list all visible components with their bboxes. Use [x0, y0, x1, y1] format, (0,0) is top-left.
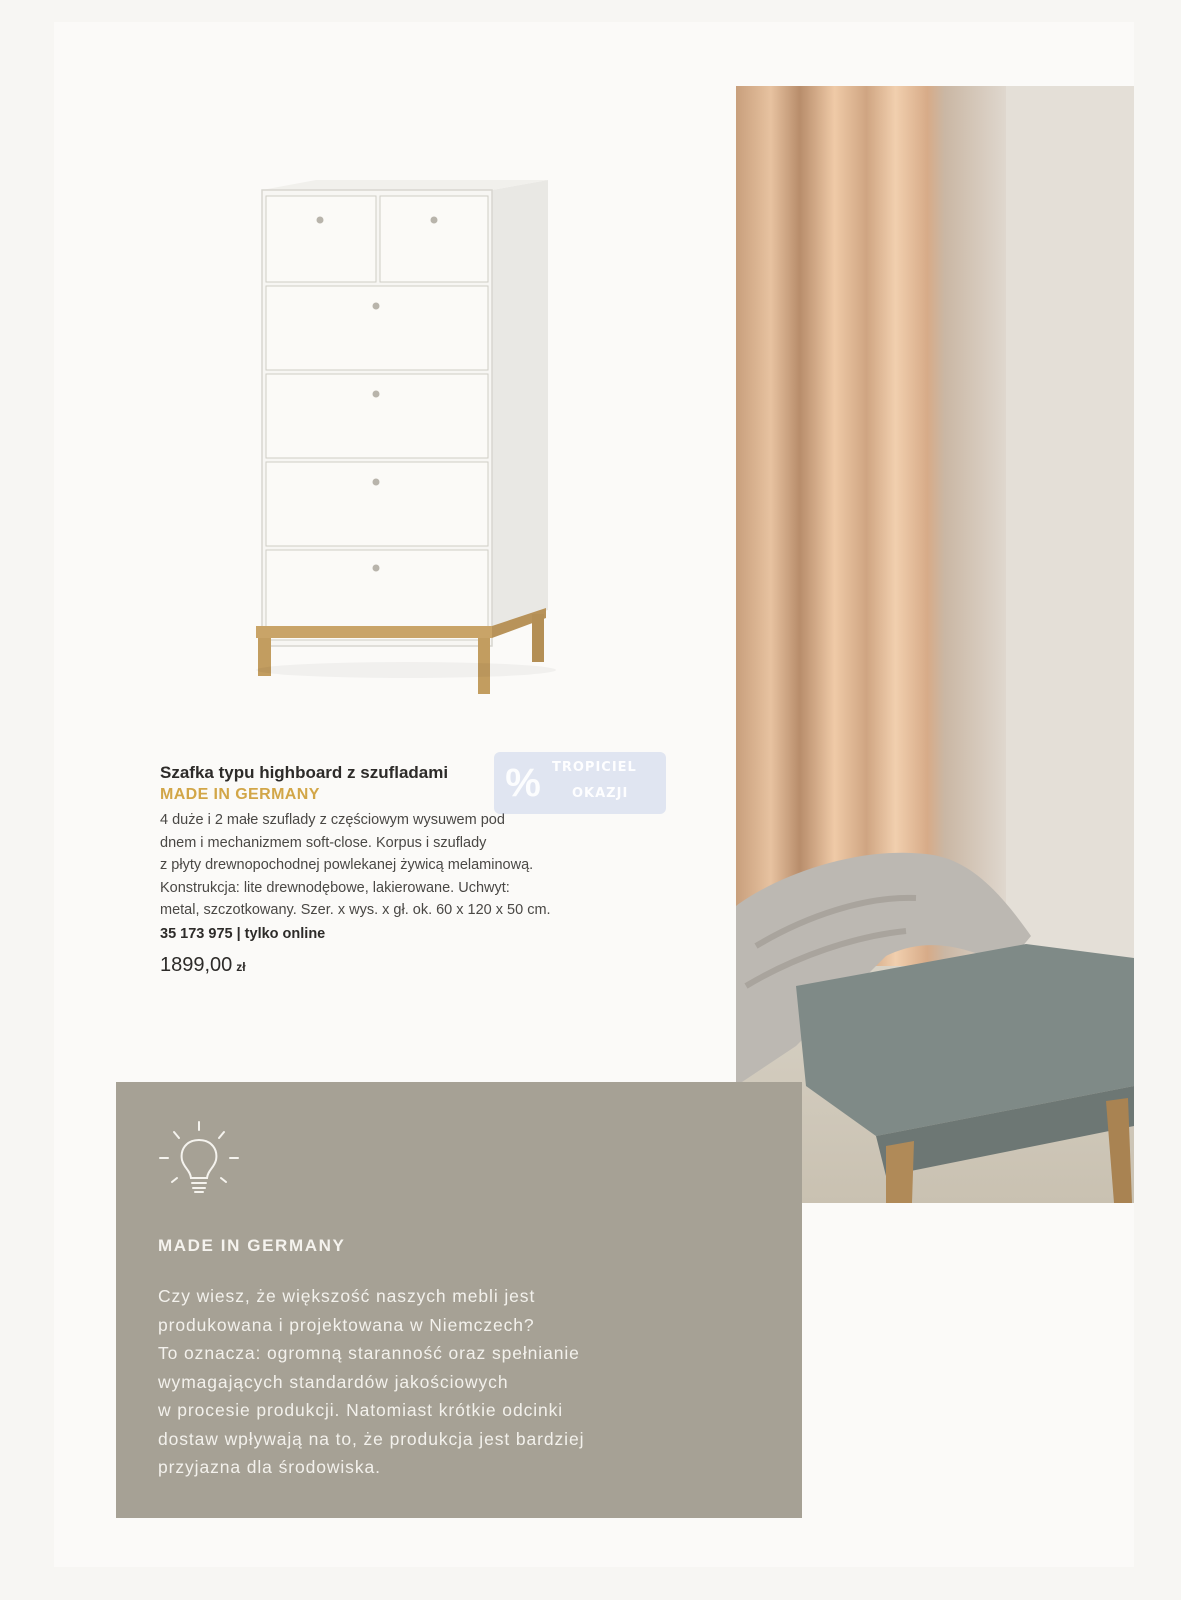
info-line: przyjazna dla środowiska.	[158, 1457, 381, 1477]
watermark-line2: OKAZJI	[572, 786, 629, 801]
description-line: 4 duże i 2 małe szuflady z częściowym wysuwem pod	[160, 812, 505, 828]
info-box	[116, 1082, 802, 1518]
interior-photo	[736, 86, 1134, 1203]
description-line: z płyty drewnopochodnej powlekanej żywicą melaminową.	[160, 857, 534, 873]
info-title: MADE IN GERMANY	[158, 1236, 346, 1255]
info-line: produkowana i projektowana w Niemczech?	[158, 1314, 535, 1335]
price-currency: zł	[236, 959, 246, 974]
product-price	[160, 952, 700, 980]
watermark-line1: TROPICIEL	[552, 760, 637, 775]
product-origin-label: MADE IN GERMANY	[160, 786, 320, 803]
info-line: dostaw wpływają na to, że produkcja jest bardziej	[158, 1428, 585, 1449]
description-line: metal, szczotkowany. Szer. x wys. x gł. ok. 60 x 120 x 50 cm.	[160, 902, 551, 918]
info-line: Czy wiesz, że większość naszych mebli jest	[158, 1286, 536, 1306]
lightbulb-icon	[156, 1118, 242, 1200]
percent-icon: %	[505, 761, 541, 805]
product-code: 35 173 975 | tylko online	[160, 925, 326, 942]
product-description	[160, 809, 700, 922]
watermark-logo	[494, 752, 666, 814]
description-line: Konstrukcja: lite drewnodębowe, lakierowane. Uchwyt:	[160, 879, 510, 896]
info-line: wymagających standardów jakościowych	[158, 1371, 509, 1392]
dresser-image	[256, 180, 556, 700]
product-name: Szafka typu highboard z szufladami	[160, 763, 449, 782]
info-text	[158, 1282, 778, 1482]
info-line: To oznacza: ogromną staranność oraz spełnianie	[158, 1343, 580, 1363]
info-line: w procesie produkcji. Natomiast krótkie odcinki	[158, 1400, 564, 1420]
price-value: 1899,00	[160, 953, 233, 976]
description-line: dnem i mechanizmem soft-close. Korpus i szuflady	[160, 834, 487, 851]
